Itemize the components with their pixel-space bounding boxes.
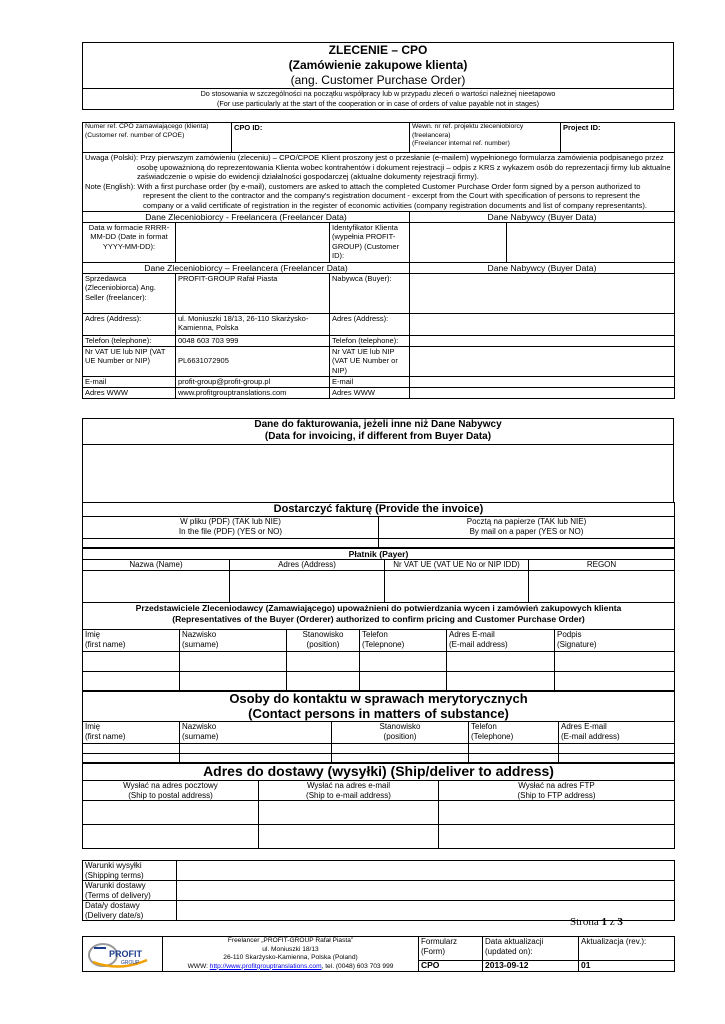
contact-col-surname: Nazwisko: [182, 722, 217, 731]
contact-position-field[interactable]: [332, 744, 469, 754]
updated-label: Data aktualizacji (updated on):: [483, 937, 579, 961]
form-subtitle-pl: (Zamówienie zakupowe klienta): [288, 58, 468, 72]
rep-col-position-en: (position): [306, 639, 340, 649]
form-value: CPO: [419, 960, 483, 972]
email-value: profit-group@profit-group.pl: [176, 376, 330, 387]
pdf-label-pl: W pliku (PDF) (TAK lub NIE): [180, 517, 281, 526]
rep-col-signature-en: (Signature): [557, 639, 597, 649]
payer-col-address: Adres (Address): [230, 560, 385, 571]
footer-website-link[interactable]: http://www.profitgrouptranslations.com: [209, 962, 322, 970]
rep-surname-field[interactable]: [180, 672, 287, 692]
page-number-of: z: [609, 916, 615, 928]
freelancer-data-header-2: Dane Zleceniobiorcy – Freelancera (Freelancer Data): [83, 262, 410, 273]
spacer-row: [83, 849, 675, 861]
table-row: [83, 801, 675, 825]
rep-col-signature: Podpis: [557, 630, 582, 639]
contact-email-field[interactable]: [559, 744, 675, 754]
rep-col-surname: Nazwisko: [182, 630, 217, 639]
ship-ftp-label: Wysłać na adres FTP: [518, 781, 595, 790]
payer-header: Płatnik (Payer): [83, 549, 675, 560]
customer-ref-label-en: (Customer ref. number of CPOE): [85, 131, 185, 139]
rep-col-email: Adres E-mail: [449, 630, 495, 639]
logo-subtext: GROUP: [121, 960, 140, 967]
date-field[interactable]: [176, 222, 330, 262]
rep-col-email-en: (E-mail address): [449, 639, 508, 649]
buyer-label: Nabywca (Buyer):: [330, 273, 410, 313]
footer-company-name: Freelancer „PROFIT-GROUP Rafał Piasta”: [227, 937, 354, 944]
ship-postal-field[interactable]: [83, 825, 259, 849]
rep-surname-field[interactable]: [180, 652, 287, 672]
delivery-terms-field[interactable]: [177, 881, 675, 901]
ship-postal-label-en: (Ship to postal address): [128, 790, 213, 800]
form-label: Formularz (Form): [419, 937, 483, 961]
client-id-field[interactable]: [410, 222, 507, 262]
ship-ftp-field[interactable]: [439, 825, 675, 849]
payer-address-field[interactable]: [230, 571, 385, 603]
logo-text: PROFIT: [109, 949, 142, 960]
customer-ref-label: Numer ref. CPO zamawiającego (klienta): [85, 123, 209, 130]
updated-value: 2013-09-12: [483, 960, 579, 972]
payer-section: [82, 548, 674, 603]
contacts-section: [82, 690, 674, 764]
rep-col-surname-en: (surname): [182, 639, 219, 649]
footer-www-label: WWW:: [187, 962, 210, 970]
project-id-field[interactable]: Project ID:: [561, 123, 675, 153]
ship-postal-label: Wysłać na adres pocztowy: [123, 781, 218, 790]
invoice-data-field[interactable]: [83, 445, 674, 503]
contacts-header-row: [83, 722, 675, 744]
contact-col-position: Stanowisko: [379, 722, 421, 731]
pdf-label-en: In the file (PDF) (YES or NO): [178, 526, 283, 536]
ship-email-field[interactable]: [259, 801, 439, 825]
rep-signature-field[interactable]: [555, 672, 675, 692]
contacts-header-pl: Osoby do kontaktu w sprawach merytorycznych: [229, 691, 528, 706]
payer-col-regon: REGON: [529, 560, 675, 571]
page-number-current: 1: [601, 916, 607, 928]
revision-value: 01: [579, 960, 675, 972]
table-row: [83, 652, 675, 672]
note-pl: Uwaga (Polski): Przy pierwszym zamówieniu (zleceniu) – CPO/CPOE Klient proszony jest o przesłanie (e-mailem) wypełnionego formularza zamówienia podpisanego przez osobę upoważnioną do reprezentowania Klienta wobec kontrahentów i dokument rejestracji – odpis z KRS z wykazem osób do reprezentacji firmy lub aktualne zaświadczenie o wpisie do ewidencji działalności gospodarczej (aktualne dokumenty rejestracji firmy).: [85, 153, 671, 182]
rep-telephone-field[interactable]: [360, 652, 447, 672]
ship-email-field[interactable]: [259, 825, 439, 849]
contact-col-first-name: Imię: [85, 722, 101, 731]
payer-vat-field[interactable]: [385, 571, 529, 603]
provide-invoice-header: Dostarczyć fakturę (Provide the invoice): [83, 503, 675, 517]
buyer-address-field[interactable]: [410, 313, 675, 335]
representatives-section: [82, 602, 674, 692]
rep-col-first-name-en: (first name): [85, 639, 126, 649]
representatives-header-pl: Przedstawiciele Zleceniodawcy (Zamawiającego) upoważnieni do potwierdzania wycen i zamówień zakupowych klienta: [135, 603, 622, 613]
ship-postal-field[interactable]: [83, 801, 259, 825]
buyer-telephone-field[interactable]: [410, 335, 675, 346]
footer-street: ul. Moniuszki 18/13: [262, 945, 319, 953]
usage-note-pl: Do stosowania w szczególności na początku współpracy lub w przypadu zleceń o wartości należnej nieetapowo: [200, 89, 556, 98]
vat-label: Nr VAT UE lub NIP (VAT UE Number or NIP): [83, 346, 176, 376]
representatives-header-row: [83, 630, 675, 652]
date-format-label: Data w formacie RRRR-MM-DD (Date in format YYYY-MM-DD):: [83, 222, 176, 262]
shipping-terms-label: Warunki wysyłki: [85, 861, 142, 870]
form-header: [82, 42, 674, 110]
rep-telephone-field[interactable]: [360, 672, 447, 692]
telephone-label: Telefon (telephone):: [83, 335, 176, 346]
form-subtitle-en: (ang. Customer Purchase Order): [83, 73, 673, 89]
contact-col-position-en: (position): [383, 731, 417, 741]
delivery-terms-label: Warunki dostawy: [85, 881, 146, 890]
paper-label-en: By mail on a paper (YES or NO): [469, 526, 584, 536]
contact-col-email: Adres E-mail: [561, 722, 607, 731]
client-id-extra: [507, 222, 675, 262]
buyer-data-header: Dane Nabywcy (Buyer Data): [410, 211, 675, 222]
contact-col-telephone-en: (Telephone): [471, 731, 514, 741]
freelancer-ref-label-en: (Freelancer internal ref. number): [412, 140, 510, 147]
revision-label: Aktualizacja (rev.):: [579, 937, 675, 961]
invoice-section: [82, 418, 674, 503]
shipping-terms-label-en: (Shipping terms): [85, 870, 144, 880]
cpo-id-field[interactable]: CPO ID:: [232, 123, 410, 153]
rep-col-first-name: Imię: [85, 630, 101, 639]
www-label: Adres WWW: [83, 387, 176, 398]
ship-ftp-label-en: (Ship to FTP address): [517, 790, 596, 800]
contact-surname-field[interactable]: [180, 744, 332, 754]
footer-city: 26-110 Skarżysko-Kamienna, Polska (Poland): [223, 954, 358, 962]
address-label: Adres (Address):: [83, 313, 176, 335]
invoice-header-en: (Data for invoicing, if different from Buyer Data): [264, 431, 492, 442]
ship-email-label: Wysłać na adres e-mail: [306, 781, 391, 790]
contact-first-name-field[interactable]: [83, 744, 180, 754]
representatives-header-en: (Representatives of the Buyer (Orderer) authorized to confirm pricing and Customer Purchase Order): [172, 614, 585, 624]
www-value: www.profitgrouptranslations.com: [176, 387, 330, 398]
ship-ftp-field[interactable]: [439, 801, 675, 825]
profit-group-logo-icon: [85, 940, 155, 968]
address-value: ul. Moniuszki 18/13, 26-110 Skarżysko-Kamienna, Polska: [176, 313, 330, 335]
payer-col-vat: Nr VAT UE (VAT UE No or NIP IDD): [385, 560, 529, 571]
contacts-header-en: (Contact persons in matters of substance): [248, 706, 509, 721]
buyer-field[interactable]: [410, 273, 675, 313]
provide-invoice-section: [82, 502, 674, 548]
company-logo: [83, 937, 163, 972]
rep-first-name-field[interactable]: [83, 652, 180, 672]
delivery-terms-label-en: (Terms of delivery): [85, 890, 151, 900]
shipping-terms-field[interactable]: [177, 861, 675, 881]
table-row: [83, 672, 675, 692]
contact-col-email-en: (E-mail address): [561, 731, 620, 741]
reference-section: [82, 122, 674, 399]
page-number-label: Strona: [570, 916, 599, 928]
rep-email-field[interactable]: [447, 652, 555, 672]
buyer-vat-field[interactable]: [410, 346, 675, 376]
buyer-telephone-label: Telefon (telephone):: [330, 335, 410, 346]
payer-regon-field[interactable]: [529, 571, 675, 603]
payer-name-field[interactable]: [83, 571, 230, 603]
rep-col-position: Stanowisko: [302, 630, 344, 639]
usage-note-en: (For use particularly at the start of the cooperation or in case of orders of value payable not in stages): [216, 99, 539, 108]
table-row: [83, 744, 675, 754]
page-number-total: 3: [617, 916, 623, 928]
page-footer: [82, 936, 674, 972]
buyer-address-label: Adres (Address):: [330, 313, 410, 335]
note-en: Note (English): With a first purchase order (by e-mail), customers are asked to attach the completed Customer Purchase Order form signed by a person authorized to represent the client to the contractor and the company's registration document - excerpt from the Court with specification of persons to represent the company or a valid certificate of registration in the register of economic activities (company registration documents and list of company representants).: [85, 181, 647, 210]
footer-phone: , tel. (0048) 603 703 999: [321, 962, 394, 970]
rep-first-name-field[interactable]: [83, 672, 180, 692]
rep-col-telephone-en: (Telepnone): [362, 639, 405, 649]
ship-email-label-en: (Ship to e-mail address): [306, 790, 391, 800]
contact-col-surname-en: (surname): [182, 731, 219, 741]
invoice-header-pl: Dane do fakturowania, jeżeli inne niż Dane Nabywcy: [254, 419, 502, 430]
contact-telephone-field[interactable]: [469, 744, 559, 754]
payer-col-name: Nazwa (Name): [83, 560, 230, 571]
delivery-dates-label-en: (Delivery date/s): [85, 910, 144, 920]
rep-email-field[interactable]: [447, 672, 555, 692]
rep-signature-field[interactable]: [555, 652, 675, 672]
rep-col-telephone: Telefon: [362, 630, 388, 639]
page-number: [570, 916, 623, 928]
buyer-email-label: E-mail: [330, 376, 410, 387]
vat-value: PL6631072905: [176, 346, 330, 376]
delivery-section: [82, 762, 674, 921]
freelancer-data-header: Dane Zleceniobiorcy - Freelancera (Freelancer Data): [83, 211, 410, 222]
pdf-field[interactable]: [83, 539, 379, 548]
client-id-label: Identyfikator Klienta (wypełnia PROFIT-GROUP) (Customer ID):: [330, 222, 410, 262]
form-title: ZLECENIE – CPO: [328, 43, 428, 57]
email-label: E-mail: [83, 376, 176, 387]
buyer-www-label: Adres WWW: [330, 387, 410, 398]
buyer-email-field[interactable]: [410, 376, 675, 387]
freelancer-ref-label: Wewn. nr ref. projektu zleceniobiorcy (freelancera): [412, 123, 524, 139]
table-row: [83, 825, 675, 849]
paper-label-pl: Pocztą na papierze (TAK lub NIE): [466, 517, 587, 526]
delivery-header: Adres do dostawy (wysyłki) (Ship/deliver to address): [83, 763, 675, 781]
buyer-data-header-2: Dane Nabywcy (Buyer Data): [410, 262, 675, 273]
rep-position-field[interactable]: [287, 672, 360, 692]
contact-col-first-name-en: (first name): [85, 731, 126, 741]
delivery-dates-label: Data/y dostawy: [85, 901, 140, 910]
seller-label: Sprzedawca (Zleceniobiorca) Ang. Seller (freelancer):: [83, 273, 176, 313]
contact-col-telephone: Telefon: [471, 722, 497, 731]
rep-position-field[interactable]: [287, 652, 360, 672]
buyer-www-field[interactable]: [410, 387, 675, 398]
telephone-value: 0048 603 703 999: [176, 335, 330, 346]
paper-field[interactable]: [379, 539, 675, 548]
buyer-vat-label: Nr VAT UE lub NIP (VAT UE Number or NIP): [330, 346, 410, 376]
seller-value: PROFIT-GROUP Rafał Piasta: [176, 273, 330, 313]
